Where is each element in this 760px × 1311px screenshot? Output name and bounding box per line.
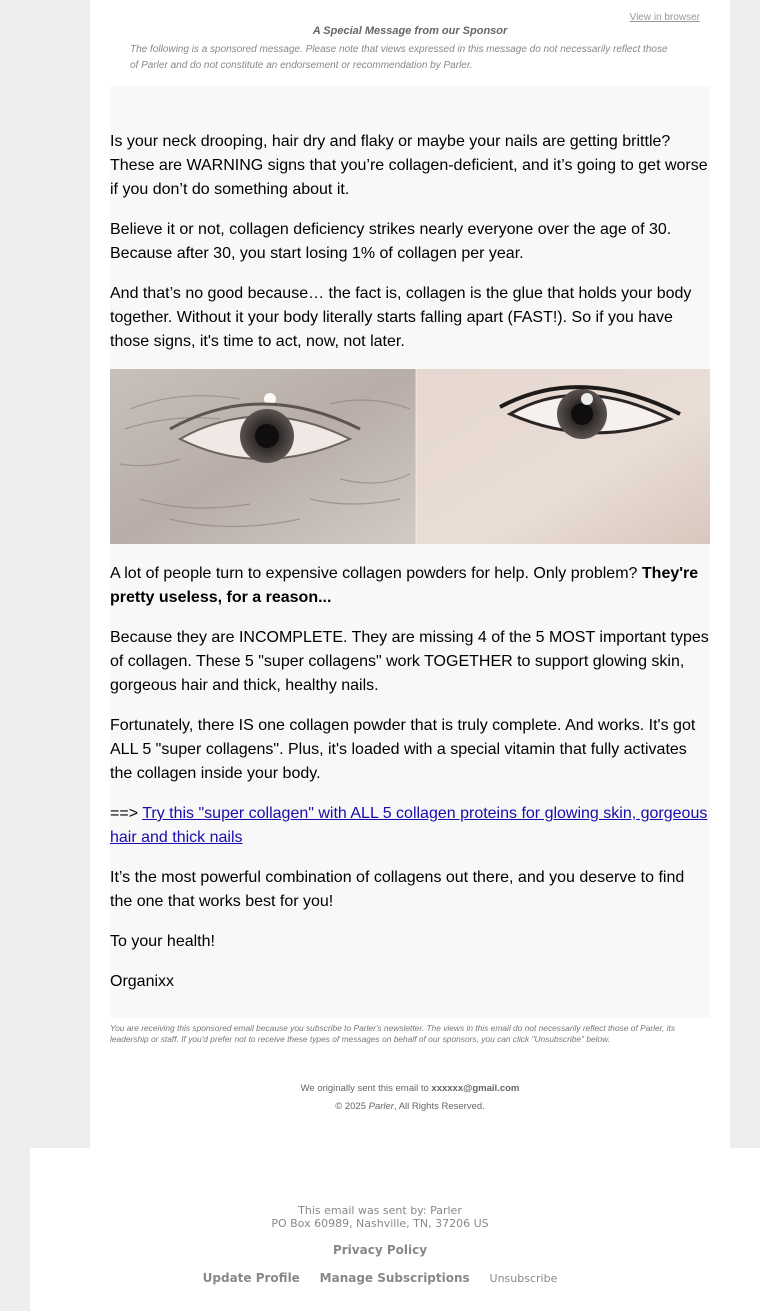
manage-subscriptions-link[interactable]: Manage Subscriptions bbox=[319, 1271, 470, 1285]
eyes-comparison-image bbox=[110, 369, 710, 544]
hero-image-eyes bbox=[110, 369, 710, 544]
sent-to-prefix: We originally sent this email to bbox=[300, 1083, 429, 1094]
cta-link[interactable]: Try this "super collagen" with ALL 5 collagen proteins for glowing skin, gorgeous hair and thick nails bbox=[110, 805, 708, 846]
paragraph-4-bold: They're pretty useless, for a reason... bbox=[110, 565, 699, 606]
paragraph-6: Fortunately, there IS one collagen powder that is truly complete. And works. It's got ALL 5 "super collagens". Plus, it's loaded with a special vitamin that fully activates the collagen inside your body. bbox=[110, 717, 696, 782]
update-profile-link[interactable]: Update Profile bbox=[202, 1271, 300, 1285]
paragraph-7: It’s the most powerful combination of collagens out there, and you deserve to find the one that works best for you! bbox=[110, 869, 685, 910]
paragraph-3: And that’s no good because… the fact is, collagen is the glue that holds your body together. Without it your body literally starts falling apart (FAST!). So if you have those signs, it's time to act, now, not later. bbox=[110, 285, 692, 350]
copyright-prefix: © 2025 bbox=[335, 1101, 366, 1112]
cta-paragraph bbox=[110, 802, 710, 850]
paragraph-4 bbox=[110, 562, 710, 610]
copyright-suffix: , All Rights Reserved. bbox=[393, 1101, 485, 1112]
paragraph-5: Because they are INCOMPLETE. They are missing 4 of the 5 MOST important types of collagen. These 5 "super collagens" work TOGETHER to support glowing skin, gorgeous hair and thick, healthy nails. bbox=[110, 629, 709, 694]
email-card bbox=[90, 0, 730, 1148]
view-in-browser-link[interactable]: View in browser bbox=[629, 12, 700, 23]
sponsored-email-note: You are receiving this sponsored email because you subscribe to Parler's newsletter. The views in this email do not necessarily reflect those of Parler, its leadership or staff. If you'd prefer not to receive these types of messages on behalf of our sponsors, you can click "Unsubscribe" below. bbox=[110, 1023, 676, 1044]
sponsor-title: A Special Message from our Sponsor bbox=[312, 25, 508, 37]
message-body bbox=[110, 86, 710, 1018]
paragraph-1: Is your neck drooping, hair dry and flaky or maybe your nails are getting brittle? These are WARNING signs that you’re collagen-deficient, and it’s going to get worse if you don’t do something about it. bbox=[110, 133, 708, 198]
copyright-brand: Parler bbox=[368, 1101, 394, 1112]
cta-arrow: ==> bbox=[110, 805, 139, 822]
sponsor-disclaimer: The following is a sponsored message. Please note that views expressed in this message do not necessarily reflect those of Parler and do not constitute an endorsement or recommendation by Parler. bbox=[130, 44, 668, 71]
paragraph-4-text: A lot of people turn to expensive collagen powders for help. Only problem? bbox=[110, 565, 638, 582]
unsubscribe-link[interactable]: Unsubscribe bbox=[489, 1272, 558, 1285]
copyright-line bbox=[90, 1101, 730, 1112]
sent-by-line: This email was sent by: Parler bbox=[298, 1204, 462, 1217]
sender-address: PO Box 60989, Nashville, TN, 37206 US bbox=[271, 1217, 489, 1230]
sent-to-line bbox=[90, 1083, 730, 1094]
paragraph-8: To your health! bbox=[110, 933, 215, 950]
privacy-policy-link[interactable]: Privacy Policy bbox=[332, 1243, 428, 1257]
recipient-email: xxxxxx@gmail.com bbox=[431, 1083, 520, 1094]
footer-links bbox=[0, 1271, 760, 1285]
signature: Organixx bbox=[110, 973, 175, 990]
sender-info bbox=[0, 1204, 760, 1230]
paragraph-2: Believe it or not, collagen deficiency strikes nearly everyone over the age of 30. Because after 30, you start losing 1% of collagen per year. bbox=[110, 221, 672, 262]
